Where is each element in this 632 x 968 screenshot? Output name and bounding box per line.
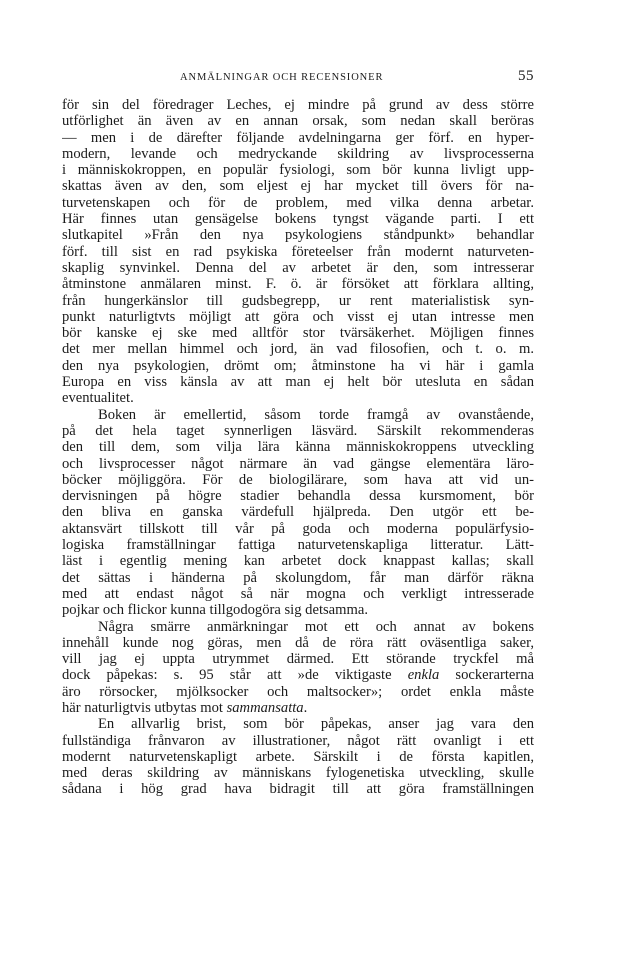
text-line: läst i egentlig mening kan arbetet dock knappast kallas; skall	[62, 553, 534, 570]
text-segment: sockerarterna	[439, 667, 534, 684]
text-line: — men i de därefter följande avdelningarna ger förf. en hyper-	[62, 129, 534, 146]
text-line: eventualitet.	[62, 390, 134, 407]
text-line: modern, levande och medryckande skildring av livsprocesserna	[62, 145, 534, 162]
text-line: logiska framställningar fattiga naturvetenskapliga litteratur. Lätt-	[62, 537, 534, 554]
text-line: förf. till sist en rad psykiska företeelser från modernt naturveten-	[62, 243, 534, 260]
text-line: modernt naturvetenskapligt arbete. Särskilt i de första kapitlen,	[62, 748, 534, 765]
text-line: på det hela taget synnerligen läsvärd. Särskilt rekommenderas	[62, 422, 534, 439]
text-line	[62, 700, 534, 716]
text-line: dervisningen på högre stadier behandla dessa kursmoment, bör	[62, 488, 534, 505]
text-line: det sättas i händerna på skolungdom, får man därför räkna	[62, 569, 534, 586]
page-header	[62, 68, 536, 88]
text-line: med deras skildring av människans fylogenetiska utveckling, skulle	[62, 765, 534, 782]
page-number: 55	[518, 68, 534, 84]
text-line: för sin del föredrager Leches, ej mindre på grund av dess större	[62, 97, 534, 113]
text-line: Boken är emellertid, såsom torde framgå av ovanstående,	[98, 406, 534, 423]
text-line: slutkapitel »Från den nya psykologiens ståndpunkt» behandlar	[62, 227, 534, 244]
text-line: pojkar och flickor kunna tillgodogöra sig detsamma.	[62, 602, 368, 619]
text-line: skattas även av den, som eljest ej har mycket till övers för na-	[62, 178, 534, 195]
text-line: turvetenskapen och för de problem, med vilka denna arbetar.	[62, 194, 534, 211]
text-line: från hungerkänslor till gudsbegrepp, ur rent materialistisk syn-	[62, 292, 534, 309]
text-line: och livsprocesser något närmare än vad gängse elementära läro-	[62, 455, 534, 472]
text-line: sådana i hög grad hava bidragit till att göra framställningen	[62, 781, 534, 798]
text-line: den nya psykologien, drömt om; åtminstone ha vi här i gamla	[62, 357, 534, 374]
italic-word: enkla	[407, 667, 440, 684]
article-body	[62, 97, 534, 798]
text-line: Här finnes utan gensägelse bokens tyngst vägande parti. I ett	[62, 211, 534, 228]
text-line: fullständiga frånvaron av illustrationer, något rätt ovanligt i ett	[62, 732, 534, 749]
text-line: åtminstone anmälaren minst. F. ö. är försöket att förklara allting,	[62, 276, 534, 293]
text-line: skaplig synvinkel. Denna del av arbetet är den, som intresserar	[62, 259, 534, 276]
text-line: Några smärre anmärkningar mot ett och annat av bokens	[98, 618, 534, 635]
text-line: äro rörsocker, mjölksocker och maltsocker»; ordet enkla måste	[62, 683, 534, 700]
text-line: aktansvärt tillskott till vår på goda och moderna populärfysio-	[62, 520, 534, 537]
text-line	[62, 667, 534, 683]
text-segment: här naturligtvis utbytas mot	[62, 699, 227, 716]
text-line: Europa en viss känsla av att man ej helt bör utesluta en sådan	[62, 374, 534, 391]
italic-word: sammansatta	[226, 699, 304, 716]
running-title: ANMÄLNINGAR OCH RECENSIONER	[180, 72, 384, 83]
text-line: punkt naturligtvts möjligt att göra och visst ej utan intresse men	[62, 308, 534, 325]
text-line: den bliva en ganska värdefull hjälpreda. Den utgör ett be-	[62, 504, 534, 521]
text-line: den till dem, som vilja lära känna människokroppens utveckling	[62, 439, 534, 456]
text-segment: dock påpekas: s. 95 står att »de viktigaste	[62, 667, 408, 684]
text-line: utförlighet än även av en annan orsak, som nedan skall beröras	[62, 113, 534, 130]
text-segment: .	[303, 699, 308, 716]
text-line: innehåll kunde nog göras, men då de röra rätt oväsentliga saker,	[62, 634, 534, 651]
text-line: bör kanske ej ske med alltför stor tvärsäkerhet. Möjligen finnes	[62, 325, 534, 342]
text-line: böcker möjliggöra. För de biologilärare, som hava att vid un-	[62, 471, 534, 488]
text-line: i människokroppen, en populär fysiologi, som bör kunna livligt upp-	[62, 162, 534, 179]
text-line: En allvarlig brist, som bör påpekas, anser jag vara den	[98, 716, 534, 733]
text-line: det mer mellan himmel och jord, än vad filosofien, och t. o. m.	[62, 341, 534, 358]
text-line: vill jag ej uppta utrymmet därmed. Ett störande tryckfel må	[62, 651, 534, 668]
text-line: med att endast något så när mogna och verkligt intresserade	[62, 585, 534, 602]
